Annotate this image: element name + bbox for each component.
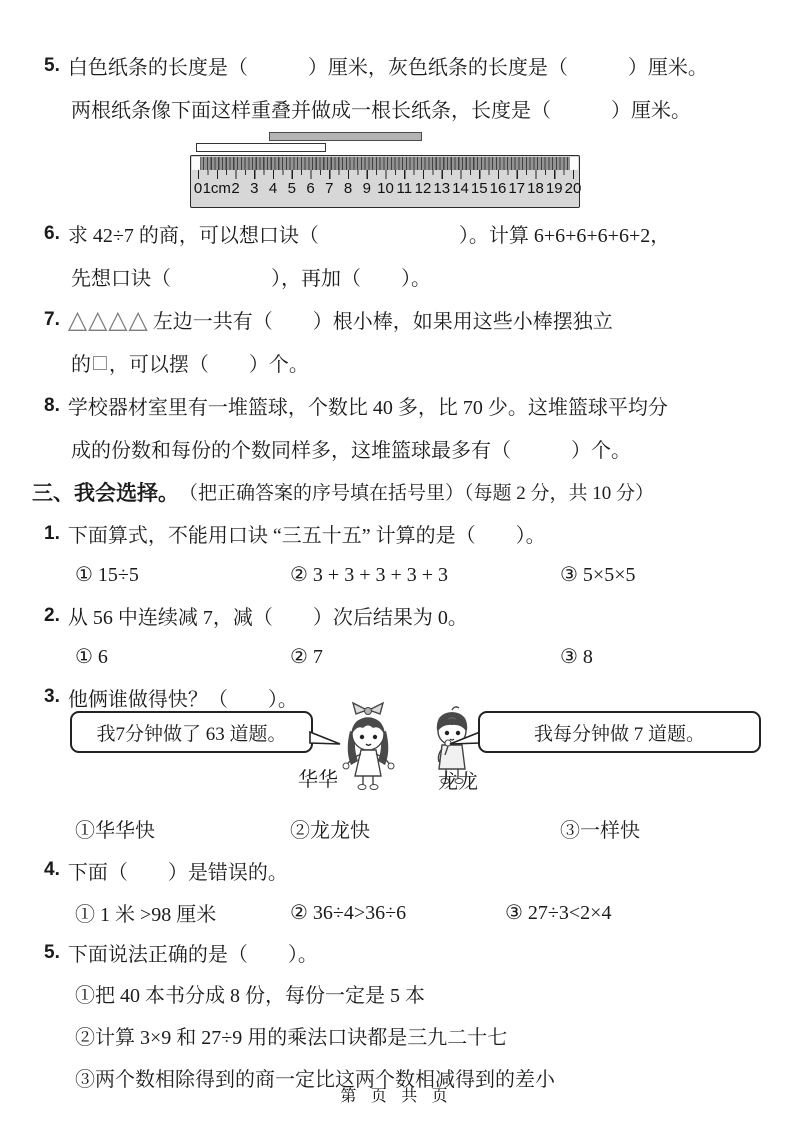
choice-5-option-row-1 [40, 972, 759, 1014]
square-icon: □ [93, 349, 107, 375]
choice-5-option-2: ②计算 3×9 和 27÷9 用的乘法口诀都是三九二十七 [75, 1026, 508, 1049]
speech-text-huahua: 我7分钟做了 63 道题。 [96, 723, 287, 745]
ruler-label: 13 [433, 180, 451, 197]
speech-tail-right-icon [447, 731, 481, 749]
section-3-header [32, 470, 759, 513]
ruler-label: 12 [414, 180, 432, 197]
choice-4-option-2: ② 36÷4>36÷6 [290, 901, 407, 924]
ruler-label: 1cm [202, 180, 231, 197]
choice-4-options [40, 891, 759, 933]
choice-3-options [40, 807, 759, 849]
choice-5-stem [40, 933, 759, 972]
speech-bubble-huahua [70, 711, 313, 753]
question-7-text-2a: 的 [71, 354, 91, 376]
choice-2-option-2: ② 7 [290, 646, 323, 668]
ruler-label: 6 [306, 180, 315, 197]
choice-2-options [40, 636, 759, 677]
name-label-longlong: 龙龙 [438, 771, 478, 793]
ruler-label: 16 [489, 180, 507, 197]
choice-1-option-1: ① 15÷5 [75, 564, 139, 586]
section-3-subtitle: （把正确答案的序号填在括号里）（每题 2 分，共 10 分） [179, 483, 655, 504]
choice-4-option-3: ③ 27÷3<2×4 [505, 901, 612, 924]
choice-1-option-2: ② 3 + 3 + 3 + 3 + 3 [290, 564, 449, 586]
section-3-title: 三、我会选择。 [32, 481, 179, 505]
choice-2-text: 从 56 中连续减 7，减（ ）次后结果为 0。 [67, 607, 468, 629]
question-8-line-2 [40, 427, 759, 470]
ruler-figure [40, 130, 759, 212]
ruler-label: 15 [470, 180, 488, 197]
gray-paper-strip [269, 132, 422, 141]
question-7-line-2 [40, 341, 759, 384]
choice-3-option-1: ①华华快 [75, 819, 155, 842]
choice-2-number: 2. [44, 604, 60, 626]
ruler-label: 5 [287, 180, 296, 197]
choice-2-stem [40, 595, 759, 636]
white-paper-strip [196, 143, 326, 152]
choice-5-number: 5. [44, 941, 60, 963]
choice-2-option-1: ① 6 [75, 646, 108, 668]
choice-1-options [40, 554, 759, 595]
ruler-label: 11 [396, 180, 413, 197]
question-8-number: 8. [44, 394, 60, 416]
question-6-line-1 [40, 212, 759, 255]
choice-4-stem [40, 849, 759, 891]
ruler-label: 7 [325, 180, 334, 197]
girl-huahua-illustration [337, 701, 399, 793]
choice-5-option-3: ③两个数相除得到的商一定比这两个数相减得到的差小 [75, 1068, 555, 1091]
choice-4-number: 4. [44, 859, 60, 880]
choice-3-figure [40, 717, 759, 807]
choice-1-number: 1. [44, 522, 60, 544]
question-5-line-1 [40, 44, 759, 87]
speech-bubble-longlong [478, 711, 761, 753]
choice-4-option-1: ① 1 米 >98 厘米 [75, 903, 217, 926]
choice-1-option-3: ③ 5×5×5 [560, 564, 636, 586]
question-5-number: 5. [44, 54, 60, 76]
ruler-label: 17 [508, 180, 526, 197]
ruler [190, 155, 580, 208]
ruler-label: 14 [452, 180, 469, 197]
question-8-text-1: 学校器材室里有一堆篮球，个数比 40 多，比 70 少。这堆篮球平均分 [67, 397, 668, 419]
question-8-text-2: 成的份数和每份的个数同样多，这堆篮球最多有（ ）个。 [71, 440, 631, 462]
ruler-number-row [191, 179, 582, 207]
ruler-label: 8 [343, 180, 353, 197]
ruler-mm-band [192, 157, 578, 170]
choice-4-text: 下面（ ）是错误的。 [67, 861, 288, 884]
question-7-number: 7. [44, 308, 60, 330]
choice-5-text: 下面说法正确的是（ ）。 [67, 944, 318, 966]
choice-3-number: 3. [44, 686, 60, 707]
ruler-label: 18 [527, 180, 544, 197]
choice-3-option-3: ③一样快 [560, 819, 640, 842]
question-7-text-2b: ，可以摆（ ）个。 [108, 354, 309, 376]
question-8-line-1 [40, 384, 759, 427]
question-6-text-2: 先想口诀（ ），再加（ ）。 [71, 268, 431, 290]
ruler-label: 0 [193, 180, 203, 197]
choice-1-stem [40, 513, 759, 554]
page-footer: 第 页 共 页 [340, 1088, 453, 1105]
question-6-line-2 [40, 255, 759, 298]
question-7-line-1 [40, 298, 759, 341]
ruler-label: 10 [377, 180, 394, 197]
speech-text-longlong: 我每分钟做 7 道题。 [533, 723, 705, 745]
question-5-line-2 [40, 87, 759, 130]
choice-1-text: 下面算式，不能用口诀 “三五十五” 计算的是（ ）。 [67, 525, 546, 547]
question-6-text-1: 求 42÷7 的商，可以想口诀（ ）。计算 6+6+6+6+6+2， [67, 225, 671, 247]
ruler-label: 9 [362, 180, 371, 197]
ruler-label: 3 [250, 180, 259, 197]
choice-3-text: 他俩谁做得快？（ ）。 [67, 688, 298, 711]
question-6-number: 6. [44, 222, 60, 244]
choice-3-option-2: ②龙龙快 [290, 819, 370, 842]
question-5-text-2: 两根纸条像下面这样重叠并做成一根长纸条，长度是（ ）厘米。 [71, 100, 691, 122]
question-5-text-1: 白色纸条的长度是（ ）厘米，灰色纸条的长度是（ ）厘米。 [67, 57, 708, 79]
choice-5-option-row-2 [40, 1014, 759, 1056]
ruler-cm-ticks [191, 170, 579, 179]
ruler-label: 20 [564, 180, 582, 197]
choice-2-option-3: ③ 8 [560, 646, 593, 668]
ruler-label: 19 [545, 180, 563, 197]
ruler-label: 2 [231, 180, 240, 197]
triangle-icons: △△△△ [67, 306, 149, 334]
question-7-text-1: 左边一共有（ ）根小棒，如果用这些小棒摆独立 [152, 311, 613, 333]
name-label-huahua: 华华 [298, 769, 338, 791]
choice-5-option-1: ①把 40 本书分成 8 份，每份一定是 5 本 [75, 984, 425, 1007]
ruler-label: 4 [268, 180, 278, 197]
